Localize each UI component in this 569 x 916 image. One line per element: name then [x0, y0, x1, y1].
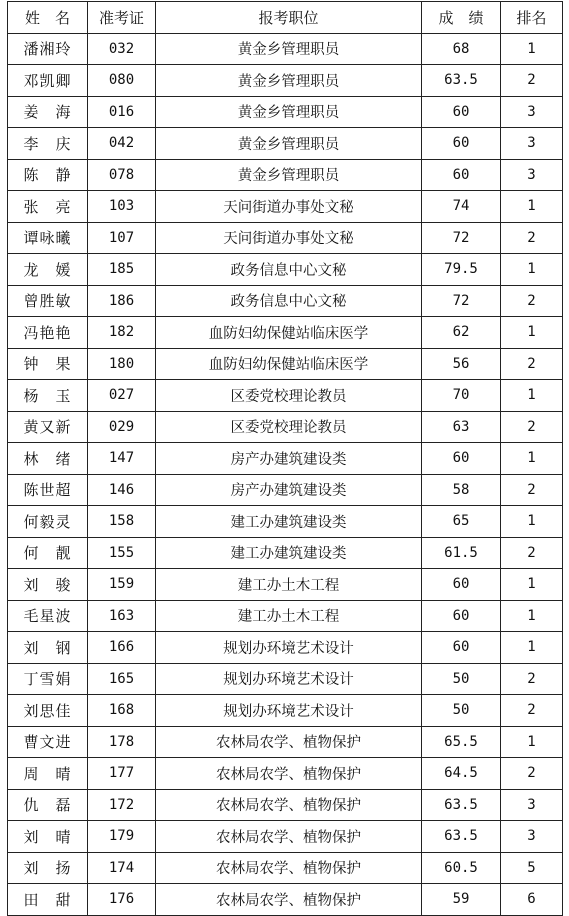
- table-row: [8, 380, 563, 412]
- cell-position: 房产办建筑建设类: [156, 443, 422, 475]
- cell-exam-id: 042: [88, 128, 156, 160]
- cell-score: 74: [422, 191, 501, 223]
- cell-exam-id: 078: [88, 159, 156, 191]
- cell-score: 60: [422, 128, 501, 160]
- table-row: [8, 852, 563, 884]
- cell-name: 潘湘玲: [8, 33, 88, 65]
- cell-position: 黄金乡管理职员: [156, 33, 422, 65]
- table-row: [8, 600, 563, 632]
- cell-score: 60: [422, 600, 501, 632]
- cell-position: 区委党校理论教员: [156, 411, 422, 443]
- header-score: 成 绩: [422, 2, 501, 34]
- cell-rank: 2: [501, 474, 563, 506]
- table-row: [8, 474, 563, 506]
- cell-exam-id: 029: [88, 411, 156, 443]
- cell-exam-id: 166: [88, 632, 156, 664]
- header-exam-id: 准考证: [88, 2, 156, 34]
- cell-name: 龙 媛: [8, 254, 88, 286]
- cell-name: 邓凯卿: [8, 65, 88, 97]
- cell-score: 58: [422, 474, 501, 506]
- cell-position: 农林局农学、植物保护: [156, 852, 422, 884]
- table-row: [8, 443, 563, 475]
- cell-name: 杨 玉: [8, 380, 88, 412]
- cell-rank: 2: [501, 411, 563, 443]
- cell-exam-id: 147: [88, 443, 156, 475]
- cell-exam-id: 185: [88, 254, 156, 286]
- cell-rank: 2: [501, 65, 563, 97]
- cell-rank: 2: [501, 222, 563, 254]
- table-header-row: [8, 2, 563, 34]
- cell-rank: 1: [501, 33, 563, 65]
- cell-score: 72: [422, 222, 501, 254]
- cell-rank: 3: [501, 96, 563, 128]
- cell-position: 建工办建筑建设类: [156, 537, 422, 569]
- cell-name: 何毅灵: [8, 506, 88, 538]
- cell-exam-id: 186: [88, 285, 156, 317]
- cell-name: 李 庆: [8, 128, 88, 160]
- table-row: [8, 506, 563, 538]
- cell-score: 60: [422, 569, 501, 601]
- cell-rank: 3: [501, 159, 563, 191]
- cell-rank: 2: [501, 663, 563, 695]
- cell-name: 刘 晴: [8, 821, 88, 853]
- table-row: [8, 254, 563, 286]
- cell-position: 农林局农学、植物保护: [156, 821, 422, 853]
- cell-position: 农林局农学、植物保护: [156, 758, 422, 790]
- cell-position: 黄金乡管理职员: [156, 128, 422, 160]
- cell-exam-id: 016: [88, 96, 156, 128]
- table-body: [8, 33, 563, 915]
- table-row: [8, 569, 563, 601]
- cell-position: 规划办环境艺术设计: [156, 663, 422, 695]
- cell-position: 规划办环境艺术设计: [156, 695, 422, 727]
- cell-rank: 1: [501, 317, 563, 349]
- cell-name: 谭咏曦: [8, 222, 88, 254]
- cell-rank: 2: [501, 348, 563, 380]
- cell-exam-id: 103: [88, 191, 156, 223]
- cell-score: 60.5: [422, 852, 501, 884]
- cell-name: 刘 扬: [8, 852, 88, 884]
- cell-position: 血防妇幼保健站临床医学: [156, 348, 422, 380]
- cell-exam-id: 107: [88, 222, 156, 254]
- cell-position: 血防妇幼保健站临床医学: [156, 317, 422, 349]
- cell-score: 63.5: [422, 821, 501, 853]
- cell-position: 建工办建筑建设类: [156, 506, 422, 538]
- cell-score: 72: [422, 285, 501, 317]
- cell-score: 79.5: [422, 254, 501, 286]
- table-row: [8, 884, 563, 916]
- cell-name: 曾胜敏: [8, 285, 88, 317]
- cell-position: 政务信息中心文秘: [156, 285, 422, 317]
- cell-position: 黄金乡管理职员: [156, 65, 422, 97]
- cell-rank: 1: [501, 600, 563, 632]
- cell-position: 黄金乡管理职员: [156, 96, 422, 128]
- cell-name: 刘 骏: [8, 569, 88, 601]
- cell-exam-id: 179: [88, 821, 156, 853]
- cell-score: 50: [422, 663, 501, 695]
- cell-name: 冯艳艳: [8, 317, 88, 349]
- cell-position: 天问街道办事处文秘: [156, 222, 422, 254]
- cell-position: 区委党校理论教员: [156, 380, 422, 412]
- cell-score: 61.5: [422, 537, 501, 569]
- cell-score: 50: [422, 695, 501, 727]
- table-row: [8, 317, 563, 349]
- cell-score: 63.5: [422, 789, 501, 821]
- cell-position: 农林局农学、植物保护: [156, 726, 422, 758]
- exam-results-table: [7, 1, 563, 916]
- cell-rank: 3: [501, 789, 563, 821]
- cell-rank: 1: [501, 380, 563, 412]
- table-row: [8, 285, 563, 317]
- table-row: [8, 191, 563, 223]
- cell-score: 60: [422, 159, 501, 191]
- table-row: [8, 663, 563, 695]
- table-row: [8, 159, 563, 191]
- cell-score: 60: [422, 96, 501, 128]
- cell-exam-id: 182: [88, 317, 156, 349]
- cell-exam-id: 027: [88, 380, 156, 412]
- cell-position: 农林局农学、植物保护: [156, 884, 422, 916]
- cell-score: 63.5: [422, 65, 501, 97]
- cell-name: 陈 静: [8, 159, 88, 191]
- cell-rank: 1: [501, 569, 563, 601]
- header-rank: 排名: [501, 2, 563, 34]
- cell-position: 天问街道办事处文秘: [156, 191, 422, 223]
- cell-exam-id: 172: [88, 789, 156, 821]
- cell-rank: 5: [501, 852, 563, 884]
- table-row: [8, 65, 563, 97]
- cell-score: 70: [422, 380, 501, 412]
- cell-score: 59: [422, 884, 501, 916]
- cell-score: 56: [422, 348, 501, 380]
- cell-name: 何 靓: [8, 537, 88, 569]
- cell-rank: 2: [501, 758, 563, 790]
- cell-rank: 3: [501, 128, 563, 160]
- table-row: [8, 758, 563, 790]
- cell-rank: 1: [501, 443, 563, 475]
- cell-position: 黄金乡管理职员: [156, 159, 422, 191]
- cell-name: 曹文进: [8, 726, 88, 758]
- table-row: [8, 411, 563, 443]
- cell-exam-id: 165: [88, 663, 156, 695]
- cell-exam-id: 159: [88, 569, 156, 601]
- cell-name: 黄又新: [8, 411, 88, 443]
- cell-name: 田 甜: [8, 884, 88, 916]
- cell-name: 刘 钢: [8, 632, 88, 664]
- cell-exam-id: 080: [88, 65, 156, 97]
- table-row: [8, 96, 563, 128]
- cell-score: 64.5: [422, 758, 501, 790]
- cell-exam-id: 155: [88, 537, 156, 569]
- cell-score: 62: [422, 317, 501, 349]
- cell-rank: 2: [501, 695, 563, 727]
- cell-position: 规划办环境艺术设计: [156, 632, 422, 664]
- cell-name: 刘思佳: [8, 695, 88, 727]
- header-position: 报考职位: [156, 2, 422, 34]
- cell-position: 房产办建筑建设类: [156, 474, 422, 506]
- cell-name: 毛星波: [8, 600, 88, 632]
- cell-exam-id: 174: [88, 852, 156, 884]
- cell-rank: 1: [501, 254, 563, 286]
- table-row: [8, 632, 563, 664]
- cell-rank: 1: [501, 191, 563, 223]
- cell-exam-id: 032: [88, 33, 156, 65]
- cell-rank: 2: [501, 537, 563, 569]
- cell-name: 仇 磊: [8, 789, 88, 821]
- cell-score: 60: [422, 632, 501, 664]
- cell-position: 政务信息中心文秘: [156, 254, 422, 286]
- table-row: [8, 348, 563, 380]
- cell-score: 68: [422, 33, 501, 65]
- table-row: [8, 695, 563, 727]
- cell-exam-id: 163: [88, 600, 156, 632]
- cell-exam-id: 168: [88, 695, 156, 727]
- cell-exam-id: 176: [88, 884, 156, 916]
- cell-exam-id: 146: [88, 474, 156, 506]
- cell-name: 陈世超: [8, 474, 88, 506]
- cell-exam-id: 180: [88, 348, 156, 380]
- cell-name: 丁雪娟: [8, 663, 88, 695]
- table-row: [8, 222, 563, 254]
- table-row: [8, 821, 563, 853]
- cell-name: 姜 海: [8, 96, 88, 128]
- cell-exam-id: 177: [88, 758, 156, 790]
- cell-rank: 1: [501, 632, 563, 664]
- cell-rank: 1: [501, 506, 563, 538]
- cell-name: 周 晴: [8, 758, 88, 790]
- cell-name: 张 亮: [8, 191, 88, 223]
- cell-score: 60: [422, 443, 501, 475]
- header-name: 姓 名: [8, 2, 88, 34]
- cell-score: 63: [422, 411, 501, 443]
- cell-position: 农林局农学、植物保护: [156, 789, 422, 821]
- cell-position: 建工办土木工程: [156, 600, 422, 632]
- cell-rank: 6: [501, 884, 563, 916]
- cell-exam-id: 158: [88, 506, 156, 538]
- table-row: [8, 128, 563, 160]
- cell-name: 林 绪: [8, 443, 88, 475]
- cell-rank: 1: [501, 726, 563, 758]
- cell-position: 建工办土木工程: [156, 569, 422, 601]
- cell-score: 65.5: [422, 726, 501, 758]
- cell-rank: 3: [501, 821, 563, 853]
- table-row: [8, 789, 563, 821]
- table-row: [8, 33, 563, 65]
- cell-score: 65: [422, 506, 501, 538]
- cell-rank: 2: [501, 285, 563, 317]
- cell-name: 钟 果: [8, 348, 88, 380]
- cell-exam-id: 178: [88, 726, 156, 758]
- table-row: [8, 726, 563, 758]
- table-row: [8, 537, 563, 569]
